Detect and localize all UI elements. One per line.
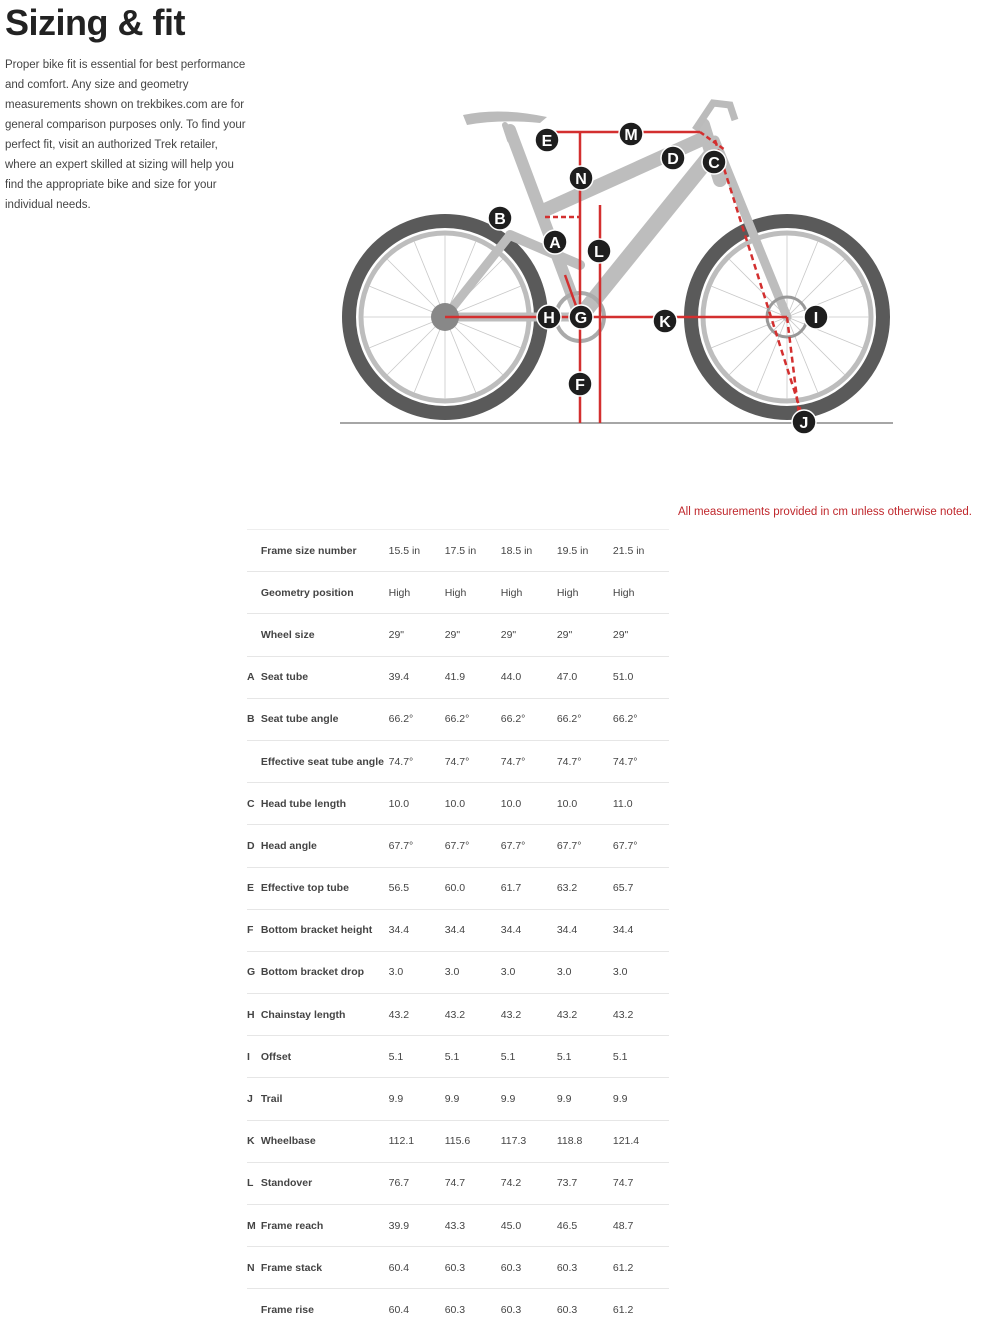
table-cell: 66.2°	[501, 698, 557, 740]
row-letter: K	[247, 1120, 261, 1162]
table-row	[247, 1247, 669, 1289]
table-row	[247, 1120, 669, 1162]
table-cell: High	[389, 572, 445, 614]
table-cell: 3.0	[613, 951, 669, 993]
table-cell: 39.9	[389, 1205, 445, 1247]
table-cell: 15.5 in	[389, 530, 445, 572]
table-cell: 47.0	[557, 656, 613, 698]
table-cell: 61.2	[613, 1289, 669, 1331]
row-label: Frame stack	[261, 1247, 389, 1289]
table-cell: 34.4	[501, 909, 557, 951]
row-label: Geometry position	[261, 572, 389, 614]
marker-H	[537, 305, 561, 329]
table-cell: 29"	[557, 614, 613, 656]
table-cell: 63.2	[557, 867, 613, 909]
table-row	[247, 909, 669, 951]
row-letter	[247, 614, 261, 656]
table-cell: 118.8	[557, 1120, 613, 1162]
row-letter: B	[247, 698, 261, 740]
svg-text:F: F	[575, 377, 585, 394]
table-cell: 60.3	[557, 1289, 613, 1331]
table-cell: 67.7°	[557, 825, 613, 867]
table-cell: 5.1	[445, 1036, 501, 1078]
row-label: Chainstay length	[261, 994, 389, 1036]
table-cell: 76.7	[389, 1162, 445, 1204]
table-cell: 48.7	[613, 1205, 669, 1247]
marker-E	[535, 128, 559, 152]
table-cell: 9.9	[613, 1078, 669, 1120]
table-row	[247, 783, 669, 825]
row-label: Head tube length	[261, 783, 389, 825]
geometry-table	[247, 529, 669, 1331]
table-row	[247, 614, 669, 656]
table-row	[247, 530, 669, 572]
table-cell: 5.1	[557, 1036, 613, 1078]
table-cell: 115.6	[445, 1120, 501, 1162]
page-title: Sizing & fit	[5, 2, 185, 43]
table-cell: 74.7	[445, 1162, 501, 1204]
table-cell: 19.5 in	[557, 530, 613, 572]
table-cell: 60.3	[557, 1247, 613, 1289]
table-row	[247, 994, 669, 1036]
table-cell: 10.0	[445, 783, 501, 825]
table-cell: 112.1	[389, 1120, 445, 1162]
table-cell: 67.7°	[501, 825, 557, 867]
table-cell: 10.0	[557, 783, 613, 825]
table-cell: 74.7°	[557, 740, 613, 782]
table-cell: 67.7°	[445, 825, 501, 867]
table-cell: 61.7	[501, 867, 557, 909]
table-cell: 10.0	[389, 783, 445, 825]
marker-K	[653, 309, 677, 333]
intro-text: Proper bike fit is essential for best performance and comfort. Any size and geometry measurements shown on trekbikes.com are for general comparison purposes only. To find your perfect fit, visit an authorized Trek retailer, where an expert skilled at sizing will help you find the appropriate bike and size for your individual needs.	[5, 59, 246, 211]
table-row	[247, 698, 669, 740]
table-cell: 66.2°	[613, 698, 669, 740]
svg-text:E: E	[541, 133, 553, 150]
marker-L	[587, 239, 611, 263]
svg-text:I: I	[813, 310, 819, 327]
table-cell: 9.9	[501, 1078, 557, 1120]
table-cell: 34.4	[613, 909, 669, 951]
marker-G	[569, 305, 593, 329]
table-cell: 66.2°	[445, 698, 501, 740]
marker-N	[569, 166, 593, 190]
svg-text:N: N	[575, 171, 587, 188]
table-cell: 17.5 in	[445, 530, 501, 572]
marker-A	[543, 230, 567, 254]
row-letter: M	[247, 1205, 261, 1247]
table-cell: 66.2°	[557, 698, 613, 740]
table-row	[247, 1205, 669, 1247]
table-row	[247, 1078, 669, 1120]
table-cell: 3.0	[389, 951, 445, 993]
table-cell: 67.7°	[389, 825, 445, 867]
row-letter	[247, 530, 261, 572]
table-row	[247, 1162, 669, 1204]
table-cell: 46.5	[557, 1205, 613, 1247]
table-cell: 56.5	[389, 867, 445, 909]
row-letter: C	[247, 783, 261, 825]
row-letter: F	[247, 909, 261, 951]
table-cell: 34.4	[557, 909, 613, 951]
table-cell: 121.4	[613, 1120, 669, 1162]
table-cell: 5.1	[389, 1036, 445, 1078]
table-cell: 74.7°	[389, 740, 445, 782]
table-row	[247, 656, 669, 698]
row-label: Seat tube angle	[261, 698, 389, 740]
table-cell: 74.7°	[445, 740, 501, 782]
table-cell: 11.0	[613, 783, 669, 825]
table-cell: 65.7	[613, 867, 669, 909]
table-cell: 5.1	[501, 1036, 557, 1078]
row-label: Wheel size	[261, 614, 389, 656]
svg-text:K: K	[659, 314, 671, 331]
table-cell: High	[557, 572, 613, 614]
row-letter: H	[247, 994, 261, 1036]
row-label: Offset	[261, 1036, 389, 1078]
table-cell: 9.9	[445, 1078, 501, 1120]
svg-text:J: J	[799, 415, 809, 432]
svg-text:L: L	[594, 244, 604, 261]
row-label: Frame rise	[261, 1289, 389, 1331]
bike-geometry-diagram	[335, 85, 905, 440]
row-label: Head angle	[261, 825, 389, 867]
table-row	[247, 867, 669, 909]
table-cell: 74.7°	[501, 740, 557, 782]
row-letter: L	[247, 1162, 261, 1204]
svg-text:A: A	[549, 235, 561, 252]
marker-D	[661, 146, 685, 170]
svg-text:H: H	[543, 310, 555, 327]
table-cell: 60.4	[389, 1247, 445, 1289]
table-row	[247, 572, 669, 614]
table-row	[247, 740, 669, 782]
table-cell: 39.4	[389, 656, 445, 698]
svg-text:D: D	[667, 151, 679, 168]
table-cell: 61.2	[613, 1247, 669, 1289]
table-cell: High	[613, 572, 669, 614]
table-cell: 3.0	[445, 951, 501, 993]
row-letter: J	[247, 1078, 261, 1120]
table-cell: 3.0	[501, 951, 557, 993]
svg-text:G: G	[574, 310, 588, 327]
table-cell: 44.0	[501, 656, 557, 698]
table-cell: 60.3	[501, 1289, 557, 1331]
table-cell: 29"	[445, 614, 501, 656]
table-cell: 60.3	[445, 1289, 501, 1331]
table-cell: 5.1	[613, 1036, 669, 1078]
table-cell: 60.0	[445, 867, 501, 909]
row-label: Trail	[261, 1078, 389, 1120]
marker-M	[619, 122, 643, 146]
table-row	[247, 825, 669, 867]
table-cell: High	[445, 572, 501, 614]
row-label: Standover	[261, 1162, 389, 1204]
table-cell: 9.9	[557, 1078, 613, 1120]
row-label: Effective seat tube angle	[261, 740, 389, 782]
svg-text:B: B	[494, 211, 506, 228]
table-cell: 41.9	[445, 656, 501, 698]
table-cell: 29"	[501, 614, 557, 656]
row-letter: A	[247, 656, 261, 698]
svg-text:C: C	[708, 155, 720, 172]
table-cell: 10.0	[501, 783, 557, 825]
table-cell: 73.7	[557, 1162, 613, 1204]
row-letter: E	[247, 867, 261, 909]
row-letter	[247, 1289, 261, 1331]
row-label: Effective top tube	[261, 867, 389, 909]
row-label: Bottom bracket drop	[261, 951, 389, 993]
table-cell: 60.4	[389, 1289, 445, 1331]
table-cell: 18.5 in	[501, 530, 557, 572]
table-cell: 60.3	[445, 1247, 501, 1289]
table-cell: 45.0	[501, 1205, 557, 1247]
table-cell: 67.7°	[613, 825, 669, 867]
table-cell: 74.7°	[613, 740, 669, 782]
table-cell: 74.2	[501, 1162, 557, 1204]
table-cell: 74.7	[613, 1162, 669, 1204]
table-row	[247, 1036, 669, 1078]
table-cell: 43.2	[557, 994, 613, 1036]
row-label: Frame size number	[261, 530, 389, 572]
table-cell: 29"	[389, 614, 445, 656]
table-cell: 43.2	[501, 994, 557, 1036]
table-cell: 43.2	[613, 994, 669, 1036]
row-letter: D	[247, 825, 261, 867]
table-cell: 3.0	[557, 951, 613, 993]
table-cell: 60.3	[501, 1247, 557, 1289]
table-row	[247, 1289, 669, 1331]
table-cell: 66.2°	[389, 698, 445, 740]
table-cell: 117.3	[501, 1120, 557, 1162]
row-letter: I	[247, 1036, 261, 1078]
marker-F	[568, 372, 592, 396]
measurement-note: All measurements provided in cm unless otherwise noted.	[677, 506, 972, 518]
table-cell: 43.3	[445, 1205, 501, 1247]
row-letter	[247, 740, 261, 782]
marker-J	[792, 410, 816, 434]
row-label: Wheelbase	[261, 1120, 389, 1162]
row-label: Seat tube	[261, 656, 389, 698]
row-letter: N	[247, 1247, 261, 1289]
table-cell: 34.4	[389, 909, 445, 951]
table-row	[247, 951, 669, 993]
marker-I	[804, 305, 828, 329]
row-letter	[247, 572, 261, 614]
row-label: Bottom bracket height	[261, 909, 389, 951]
table-cell: 51.0	[613, 656, 669, 698]
row-letter: G	[247, 951, 261, 993]
handlebar	[695, 103, 735, 130]
table-cell: 43.2	[445, 994, 501, 1036]
row-label: Frame reach	[261, 1205, 389, 1247]
table-cell: 43.2	[389, 994, 445, 1036]
svg-text:M: M	[624, 127, 638, 144]
table-cell: 9.9	[389, 1078, 445, 1120]
table-cell: 21.5 in	[613, 530, 669, 572]
table-cell: 29"	[613, 614, 669, 656]
table-cell: 34.4	[445, 909, 501, 951]
marker-C	[702, 150, 726, 174]
marker-B	[488, 206, 512, 230]
table-cell: High	[501, 572, 557, 614]
